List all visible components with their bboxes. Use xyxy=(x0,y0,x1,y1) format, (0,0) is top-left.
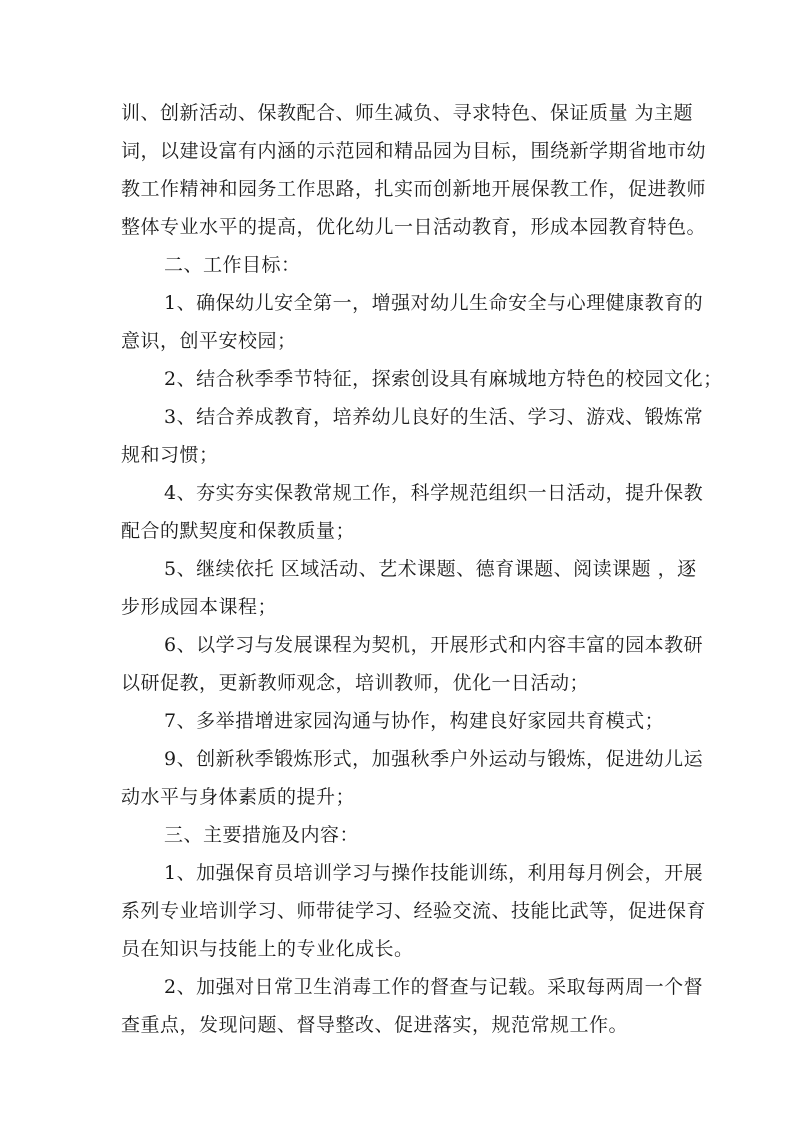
paragraph-intro xyxy=(0,94,794,246)
text-line: 6、以学习与发展课程为契机，开展形式和内容丰富的园本教研 xyxy=(164,634,704,656)
paragraph-goal-7 xyxy=(0,702,794,740)
paragraph-measure-2 xyxy=(0,968,794,1044)
text-line: 系列专业培训学习、师带徒学习、经验交流、技能比武等，促进保育 xyxy=(121,900,707,922)
paragraph-measure-1 xyxy=(0,854,794,968)
heading-text: 二、工作目标： xyxy=(164,254,301,276)
section-heading-measures xyxy=(0,816,794,854)
paragraph-goal-9 xyxy=(0,740,794,816)
text-line: 配合的默契度和保教质量； xyxy=(121,520,356,542)
text-line: 1、加强保育员培训学习与操作技能训练，利用每月例会，开展 xyxy=(164,862,704,884)
text-line: 2、结合秋季季节特征，探索创设具有麻城地方特色的校园文化； xyxy=(164,368,723,390)
text-line: 动水平与身体素质的提升； xyxy=(121,786,356,808)
text-line: 步形成园本课程； xyxy=(121,596,278,618)
text-line: 查重点，发现问题、督导整改、促进落实，规范常规工作。 xyxy=(121,1014,629,1036)
paragraph-goal-6 xyxy=(0,626,794,702)
text-line: 整体专业水平的提高，优化幼儿一日活动教育，形成本园教育特色。 xyxy=(121,216,707,238)
text-line: 词，以建设富有内涵的示范园和精品园为目标，围绕新学期省地市幼 xyxy=(121,140,707,162)
text-line: 4、夯实夯实保教常规工作，科学规范组织一日活动，提升保教 xyxy=(164,482,704,504)
text-line: 教工作精神和园务工作思路，扎实而创新地开展保教工作，促进教师 xyxy=(121,178,707,200)
text-line: 规和习惯； xyxy=(121,444,219,466)
text-line: 意识，创平安校园； xyxy=(121,330,297,352)
paragraph-goal-5 xyxy=(0,550,794,626)
heading-text: 三、主要措施及内容： xyxy=(164,824,360,846)
text-line: 以研促教，更新教师观念，培训教师，优化一日活动； xyxy=(121,672,590,694)
text-line: 训、创新活动、保教配合、师生减负、寻求特色、保证质量 为主题 xyxy=(121,102,694,124)
text-line: 1、确保幼儿安全第一，增强对幼儿生命安全与心理健康教育的 xyxy=(164,292,704,314)
text-line: 9、创新秋季锻炼形式，加强秋季户外运动与锻炼，促进幼儿运 xyxy=(164,748,704,770)
paragraph-goal-2 xyxy=(0,360,794,398)
text-line: 7、多举措增进家园沟通与协作，构建良好家园共育模式； xyxy=(164,710,665,732)
paragraph-goal-3 xyxy=(0,398,794,474)
text-line: 3、结合养成教育，培养幼儿良好的生活、学习、游戏、锻炼常 xyxy=(164,406,704,428)
text-line: 2、加强对日常卫生消毒工作的督查与记载。采取每两周一个督 xyxy=(164,976,704,998)
section-heading-goals xyxy=(0,246,794,284)
text-line: 员在知识与技能上的专业化成长。 xyxy=(121,938,414,960)
text-line: 5、继续依托 区域活动、艺术课题、德育课题、阅读课题 ，逐 xyxy=(164,558,697,580)
paragraph-goal-4 xyxy=(0,474,794,550)
paragraph-goal-1 xyxy=(0,284,794,360)
